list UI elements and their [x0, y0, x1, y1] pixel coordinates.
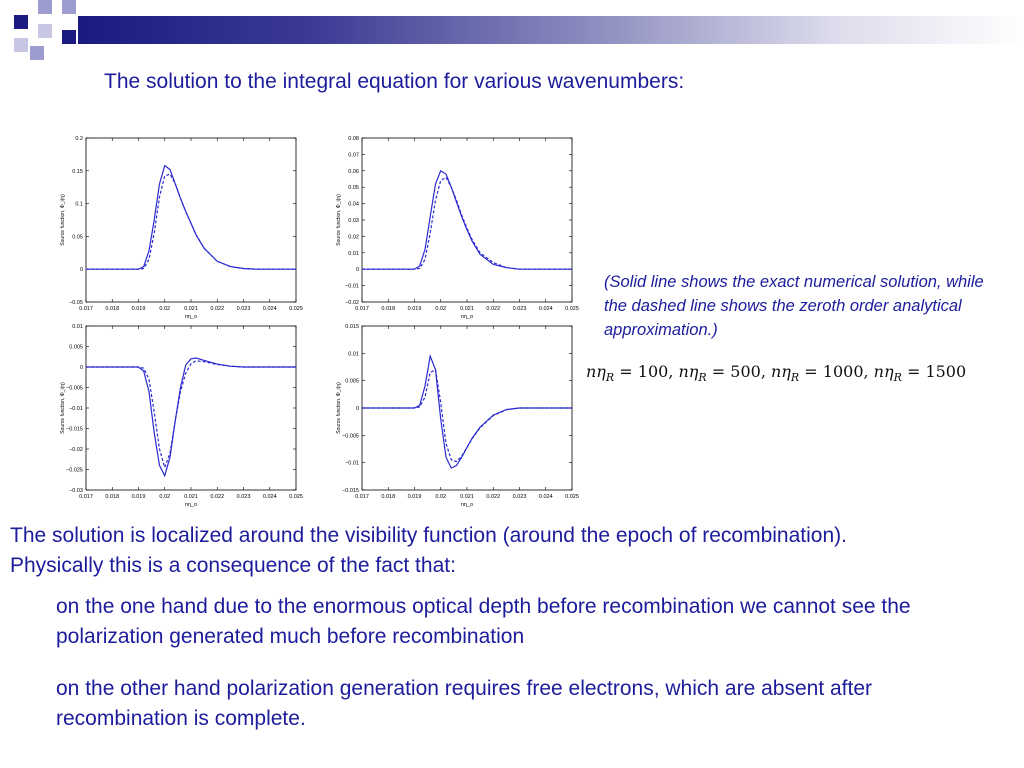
x-tick-label: 0.02 [435, 494, 447, 500]
x-tick-label: 0.019 [131, 306, 146, 312]
x-tick-label: 0.023 [512, 494, 527, 500]
body-line: The solution is localized around the visibility function (around the epoch of recombination). [10, 524, 847, 547]
x-tick-label: 0.018 [105, 306, 120, 312]
y-tick-label: 0.04 [348, 201, 359, 208]
x-tick-label: 0.021 [460, 494, 474, 500]
y-tick-label: −0.05 [69, 300, 83, 306]
y-tick-label: 0.07 [348, 152, 359, 159]
y-axis-label: Source function, Φ_i(η) [60, 194, 66, 246]
decor-square-lavender [14, 38, 28, 52]
equation-term: $n\eta_R = 500$, [678, 362, 766, 385]
header-decoration [0, 0, 1024, 60]
x-tick-label: 0.025 [565, 494, 579, 500]
y-tick-label: 0.15 [72, 168, 83, 175]
x-axis-label: nη_o [460, 502, 474, 508]
chart-svg [50, 318, 310, 508]
x-tick-label: 0.023 [236, 306, 251, 312]
x-axis-label: nη_o [184, 314, 198, 320]
equation-term: $n\eta_R = 100$, [586, 362, 674, 385]
x-tick-label: 0.019 [407, 494, 422, 500]
y-tick-label: 0.005 [69, 344, 83, 351]
y-tick-label: −0.01 [345, 283, 359, 290]
x-tick-label: 0.018 [381, 306, 396, 312]
chart-top-left [50, 130, 310, 320]
y-tick-label: 0.05 [72, 234, 83, 241]
y-tick-label: 0 [355, 267, 359, 274]
plot-frame [86, 326, 296, 490]
y-tick-label: −0.03 [69, 488, 83, 494]
y-tick-label: 0.005 [345, 378, 359, 385]
x-tick-label: 0.021 [460, 306, 474, 312]
x-tick-label: 0.023 [236, 494, 251, 500]
x-tick-label: 0.022 [486, 306, 501, 312]
decor-square-navy [14, 15, 28, 29]
bullet-point: on the one hand due to the enormous optical depth before recombination we cannot see the polarization generated much before recombination [56, 595, 911, 648]
y-tick-label: 0.03 [348, 218, 359, 224]
plot-frame [86, 138, 296, 302]
y-tick-label: 0.01 [72, 324, 83, 330]
header-gradient-band [78, 16, 1024, 44]
wavenumber-equation [586, 362, 966, 384]
y-tick-label: 0.06 [348, 168, 359, 175]
y-axis-label: Source function, Φ_i(η) [336, 194, 342, 246]
y-tick-label: 0.1 [75, 201, 83, 208]
x-tick-label: 0.025 [289, 494, 303, 500]
x-tick-label: 0.017 [79, 494, 93, 500]
x-tick-label: 0.018 [105, 494, 120, 500]
decor-square-lavender [62, 0, 76, 14]
y-tick-label: −0.01 [69, 406, 83, 412]
x-tick-label: 0.021 [184, 306, 198, 312]
decor-square-lavender [30, 46, 44, 60]
x-tick-label: 0.017 [355, 494, 369, 500]
x-tick-label: 0.02 [159, 494, 171, 500]
x-tick-label: 0.018 [381, 494, 396, 500]
x-tick-label: 0.024 [538, 306, 553, 312]
y-tick-label: 0.02 [348, 234, 359, 241]
y-tick-label: −0.02 [69, 447, 83, 453]
y-tick-label: 0 [79, 365, 83, 371]
x-tick-label: 0.022 [210, 494, 225, 500]
x-tick-label: 0.022 [486, 494, 501, 500]
y-tick-label: 0.05 [348, 185, 359, 192]
equation-term: $n\eta_R = 1500$ [873, 362, 967, 385]
x-tick-label: 0.02 [159, 306, 171, 312]
x-tick-label: 0.024 [262, 494, 277, 500]
chart-svg [326, 130, 586, 320]
chart-bottom-left [50, 318, 310, 508]
x-tick-label: 0.025 [289, 306, 303, 312]
figure-caption: (Solid line shows the exact numerical solution, while the dashed line shows the zeroth order analytical approximation.) [604, 273, 984, 339]
y-tick-label: −0.01 [345, 460, 359, 467]
decor-square-lavender [38, 24, 52, 38]
x-tick-label: 0.022 [210, 306, 225, 312]
body-paragraph [10, 521, 1024, 581]
y-tick-label: 0.01 [348, 250, 359, 257]
y-tick-label: −0.02 [345, 300, 359, 306]
y-tick-label: 0 [79, 267, 83, 274]
x-tick-label: 0.024 [538, 494, 553, 500]
x-tick-label: 0.019 [407, 306, 422, 312]
x-tick-label: 0.025 [565, 306, 579, 312]
plot-frame [362, 138, 572, 302]
x-axis-label: nη_o [184, 502, 198, 508]
slide-title: The solution to the integral equation for various wavenumbers: [104, 70, 685, 93]
y-tick-label: −0.005 [342, 433, 359, 440]
y-tick-label: 0 [355, 406, 359, 412]
x-tick-label: 0.023 [512, 306, 527, 312]
y-tick-label: −0.025 [66, 467, 83, 474]
y-tick-label: 0.2 [75, 136, 83, 142]
y-tick-label: 0.01 [348, 351, 359, 358]
y-tick-label: 0.08 [348, 136, 359, 142]
x-axis-label: nη_o [460, 314, 474, 320]
x-tick-label: 0.017 [355, 306, 369, 312]
chart-top-right [326, 130, 586, 320]
x-tick-label: 0.021 [184, 494, 198, 500]
y-tick-label: 0.015 [345, 324, 359, 330]
y-tick-label: −0.005 [66, 385, 83, 392]
chart-svg [326, 318, 586, 508]
equation-term: $n\eta_R = 1000$, [771, 362, 869, 385]
y-tick-label: −0.015 [66, 426, 83, 433]
decor-square-navy [62, 30, 76, 44]
y-axis-label: Source function, Φ_i(η) [60, 382, 66, 434]
x-tick-label: 0.024 [262, 306, 277, 312]
y-axis-label: Source function, Φ_i(η) [336, 382, 342, 434]
body-line: Physically this is a consequence of the fact that: [10, 554, 456, 577]
chart-bottom-right [326, 318, 586, 508]
x-tick-label: 0.02 [435, 306, 447, 312]
decor-square-lavender [38, 0, 52, 14]
bullet-point: on the other hand polarization generation requires free electrons, which are absent after recombination is complete. [56, 677, 873, 730]
x-tick-label: 0.017 [79, 306, 93, 312]
x-tick-label: 0.019 [131, 494, 146, 500]
chart-svg [50, 130, 310, 320]
y-tick-label: −0.015 [342, 488, 359, 494]
